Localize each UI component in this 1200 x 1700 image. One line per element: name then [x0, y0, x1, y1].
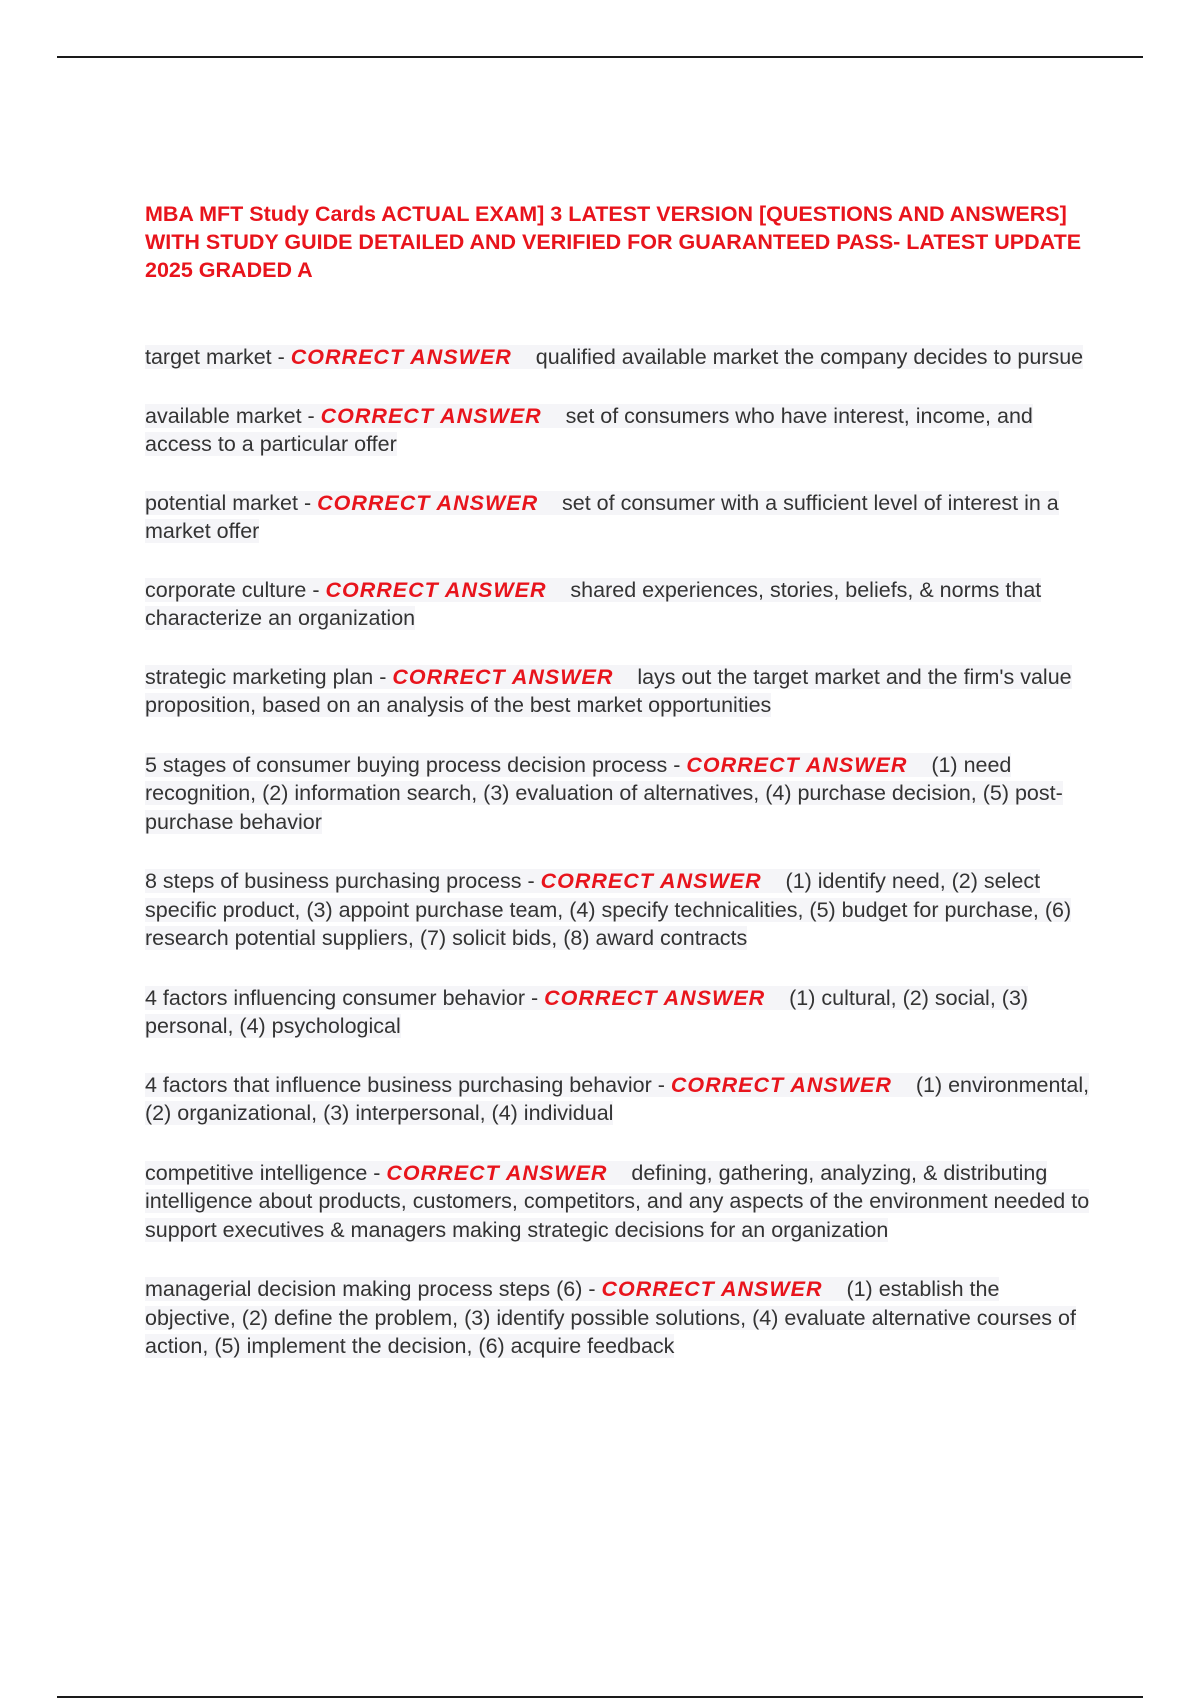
- flashcard-item: [145, 984, 1095, 1041]
- separator: -: [306, 577, 326, 602]
- flashcard-definition: defining, gathering, analyzing, & distributing intelligence about products, customers, competitors, and any aspects of the environment needed to support executives & managers making strategic decisions for an organization: [145, 1160, 1090, 1242]
- flashcard-term: target market: [145, 345, 272, 369]
- correct-answer-label: CORRECT ANSWER: [325, 577, 547, 602]
- flashcard-item: [145, 1159, 1095, 1245]
- flashcard-definition: set of consumer with a sufficient level of interest in a market offer: [145, 490, 1059, 543]
- bottom-rule: [57, 1696, 1143, 1698]
- flashcard-definition: shared experiences, stories, beliefs, & norms that characterize an organization: [145, 577, 1042, 630]
- separator: -: [667, 752, 687, 777]
- correct-answer-label: CORRECT ANSWER: [540, 869, 762, 893]
- flashcard-item: [145, 751, 1095, 837]
- correct-answer-label: CORRECT ANSWER: [290, 345, 512, 369]
- flashcard-term: 8 steps of business purchasing process: [145, 869, 522, 893]
- separator: -: [521, 869, 541, 893]
- separator: -: [271, 345, 291, 369]
- correct-answer-label: CORRECT ANSWER: [670, 1072, 892, 1097]
- flashcard-definition: (1) cultural, (2) social, (3) personal, (4) psychological: [145, 985, 1029, 1038]
- separator: -: [582, 1277, 602, 1301]
- separator: -: [297, 490, 318, 515]
- correct-answer-label: CORRECT ANSWER: [601, 1277, 823, 1301]
- flashcard-term: available market: [145, 403, 302, 428]
- flashcard-list: [145, 343, 1095, 1361]
- flashcard-term: 4 factors that influence business purchasing behavior: [145, 1072, 652, 1097]
- flashcard-term: managerial decision making process steps (6): [145, 1277, 583, 1301]
- flashcard-item: [145, 576, 1095, 633]
- flashcard-item: [145, 402, 1095, 459]
- flashcard-item: [145, 663, 1095, 720]
- flashcard-term: competitive intelligence: [145, 1160, 368, 1185]
- flashcard-item: [145, 1071, 1095, 1128]
- correct-answer-label: CORRECT ANSWER: [544, 985, 766, 1010]
- flashcard-term: potential market: [145, 490, 298, 515]
- document-title: MBA MFT Study Cards ACTUAL EXAM] 3 LATEST VERSION [QUESTIONS AND ANSWERS] WITH STUDY GUIDE DETAILED AND VERIFIED FOR GUARANTEED PASS- LATEST UPDATE 2025 GRADED A: [145, 202, 1082, 282]
- flashcard-definition: (1) establish the objective, (2) define the problem, (3) identify possible solutions, (4) evaluate alternative courses of action, (5) implement the decision, (6) acquire feedback: [145, 1277, 1076, 1358]
- flashcard-item: [145, 489, 1095, 546]
- flashcard-item: [145, 343, 1095, 372]
- correct-answer-label: CORRECT ANSWER: [386, 1160, 608, 1185]
- separator: -: [367, 1160, 387, 1185]
- flashcard-definition: (1) identify need, (2) select specific product, (3) appoint purchase team, (4) specify technicalities, (5) budget for purchase, (6) research potential suppliers, (7) solicit bids, (8) award contracts: [145, 869, 1072, 950]
- separator: -: [525, 985, 545, 1010]
- flashcard-term: 4 factors influencing consumer behavior: [145, 985, 526, 1010]
- correct-answer-label: CORRECT ANSWER: [317, 490, 539, 515]
- flashcard-term: corporate culture: [145, 577, 307, 602]
- separator: -: [301, 403, 321, 428]
- separator: -: [651, 1072, 671, 1097]
- top-rule: [57, 56, 1143, 58]
- flashcard-definition: (1) environmental, (2) organizational, (3) interpersonal, (4) individual: [145, 1072, 1090, 1125]
- flashcard-item: [145, 867, 1095, 953]
- flashcard-definition: qualified available market the company decides to pursue: [535, 345, 1084, 369]
- correct-answer-label: CORRECT ANSWER: [320, 403, 542, 428]
- flashcard-definition: (1) need recognition, (2) information search, (3) evaluation of alternatives, (4) purchase decision, (5) post-purchase behavior: [145, 752, 1063, 834]
- flashcard-term: 5 stages of consumer buying process decision process: [145, 752, 668, 777]
- flashcard-definition: lays out the target market and the firm's value proposition, based on an analysis of the best market opportunities: [145, 664, 1072, 717]
- correct-answer-label: CORRECT ANSWER: [686, 752, 908, 777]
- correct-answer-label: CORRECT ANSWER: [392, 664, 614, 689]
- flashcard-term: strategic marketing plan: [145, 664, 374, 689]
- flashcard-item: [145, 1275, 1095, 1361]
- separator: -: [373, 664, 393, 689]
- flashcard-definition: set of consumers who have interest, income, and access to a particular offer: [145, 403, 1033, 456]
